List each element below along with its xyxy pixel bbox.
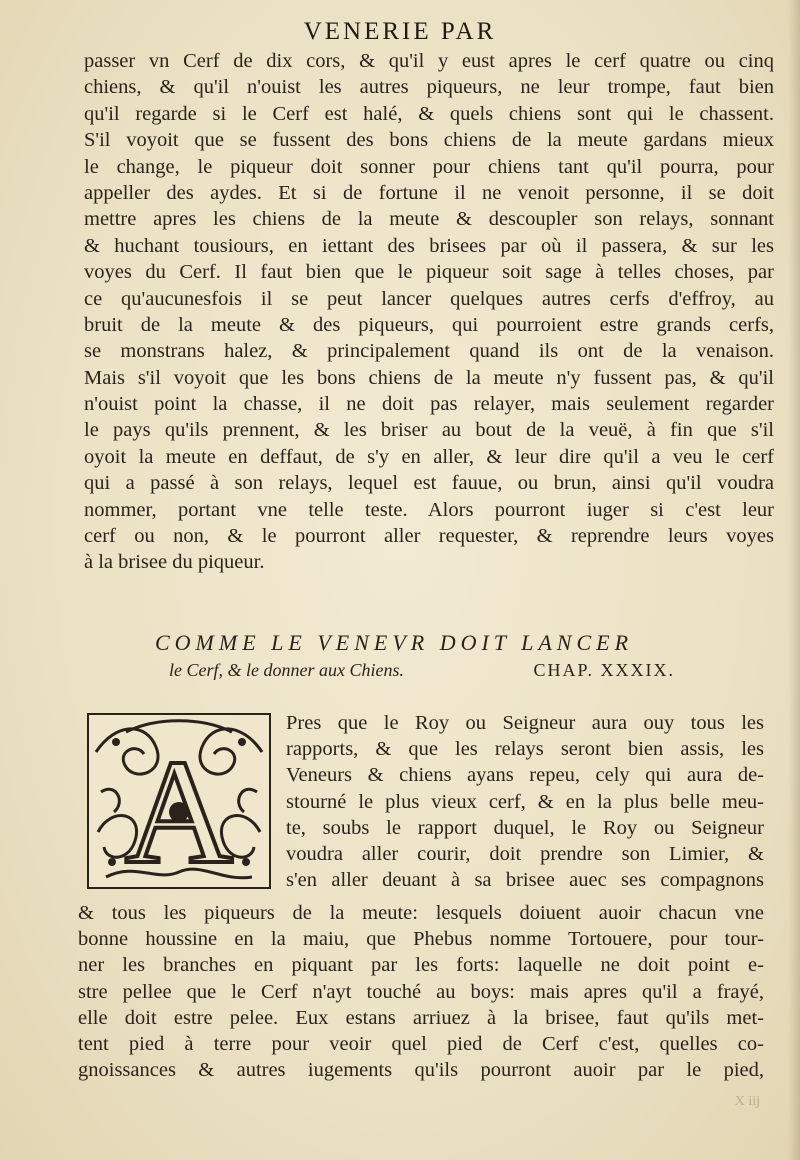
- running-head: VENERIE PAR: [303, 18, 497, 45]
- text-line: rapports, & que les relays seront bien assis, les: [286, 738, 764, 761]
- text-line: se monstrans halez, & principalement quand ils ont de la venaison.: [84, 340, 774, 363]
- chapter-heading: [155, 630, 715, 681]
- text-line: ce qu'aucunesfois il se peut lancer quelques autres cerfs d'effroy, au: [84, 287, 774, 310]
- text-line: mettre apres les chiens de la meute & descoupler son relays, sonnant: [84, 208, 774, 231]
- text-line: stre pellee que le Cerf n'ayt touché au boys: mais apres qu'il a frayé,: [78, 980, 764, 1003]
- decorated-initial: [86, 712, 272, 890]
- text-line: passer vn Cerf de dix cors, & qu'il y eust apres le cerf quatre ou cinq: [84, 50, 774, 72]
- chapter-body-wide: [78, 900, 764, 1083]
- chapter-title: COMME LE VENEVR DOIT LANCER: [155, 630, 634, 655]
- text-line: qu'il regarde si le Cerf est halé, & quels chiens sont qui le chassent.: [84, 102, 774, 125]
- text-line: stourné le plus vieux cerf, & en la plus belle meu-: [286, 790, 764, 813]
- text-line: elle doit estre pelee. Eux estans arriuez à la brisee, faut qu'ils met-: [78, 1006, 764, 1029]
- text-line: voudra aller courir, doit prendre son Limier, &: [286, 842, 764, 865]
- text-line: bruit de la meute & des piqueurs, qui pourroient estre grands cerfs,: [84, 313, 774, 336]
- text-line: voyes du Cerf. Il faut bien que le piqueur soit sage à telles choses, par: [84, 261, 774, 284]
- text-line: & tous les piqueurs de la meute: lesquels doiuent auoir chacun vne: [78, 902, 764, 924]
- chapter-body-narrow: [286, 710, 764, 893]
- text-line: n'ouist point la chasse, il ne doit pas relayer, mais seulement regarder: [84, 393, 774, 416]
- text-line: chiens, & qu'il n'ouist les autres piqueurs, ne leur trompe, faut bien: [84, 76, 774, 99]
- text-line: nommer, portant vne telle teste. Alors pourront iuger si c'est leur: [84, 498, 774, 521]
- page-edge-shadow: [788, 0, 800, 1160]
- text-line: le pays qu'ils prennent, & les briser au bout de la veuë, à fin que s'il: [84, 419, 774, 442]
- text-line: gnoissances & autres iugements qu'ils pourront auoir par le pied,: [78, 1059, 764, 1082]
- initial-letter: A: [124, 729, 234, 890]
- catchword: X iij: [734, 1094, 760, 1109]
- text-line: appeller des aydes. Et si de fortune il ne venoit personne, il se doit: [84, 181, 774, 204]
- text-line: S'il voyoit que se fussent des bons chiens de la meute gardans mieux: [84, 129, 774, 152]
- text-line: oyoit la meute en deffaut, de s'y en aller, & leur dire qu'il a veu le cerf: [84, 445, 774, 468]
- text-line: tent pied à terre pour veoir quel pied de Cerf c'est, quelles co-: [78, 1032, 764, 1055]
- text-line: Mais s'il voyoit que les bons chiens de la meute n'y fussent pas, & qu'il: [84, 366, 774, 389]
- text-line: & huchant tousiours, en iettant des brisees par où il passera, & sur les: [84, 234, 774, 257]
- chapter-subtitle-row: [155, 660, 675, 681]
- text-line: cerf ou non, & le pourront aller requester, & reprendre leurs voyes: [84, 525, 774, 548]
- text-line: bonne houssine en la maiu, que Phebus nomme Tortouere, pour tour-: [78, 928, 764, 951]
- decorated-initial-a-icon: [86, 712, 272, 890]
- text-line: s'en aller deuant à sa brisee auec ses compagnons: [286, 869, 764, 892]
- chapter-number: CHAP. XXXIX.: [533, 660, 675, 680]
- text-line: le change, le piqueur doit sonner pour chiens tant qu'il pourra, pour: [84, 155, 774, 178]
- text-line: Pres que le Roy ou Seigneur aura ouy tous les: [286, 712, 764, 734]
- text-line: te, soubs le rapport duquel, le Roy ou Seigneur: [286, 816, 764, 839]
- text-line: Veneurs & chiens ayans repeu, cely qui aura de-: [286, 764, 764, 787]
- text-line: ner les branches en piquant par les forts: laquelle ne doit point e-: [78, 954, 764, 977]
- chapter-subtitle: le Cerf, & le donner aux Chiens.: [169, 660, 404, 680]
- text-line: à la brisee du piqueur.: [84, 551, 265, 574]
- body-text: [84, 48, 774, 576]
- text-line: qui a passé à son relays, lequel est fauue, ou brun, ainsi qu'il voudra: [84, 472, 774, 495]
